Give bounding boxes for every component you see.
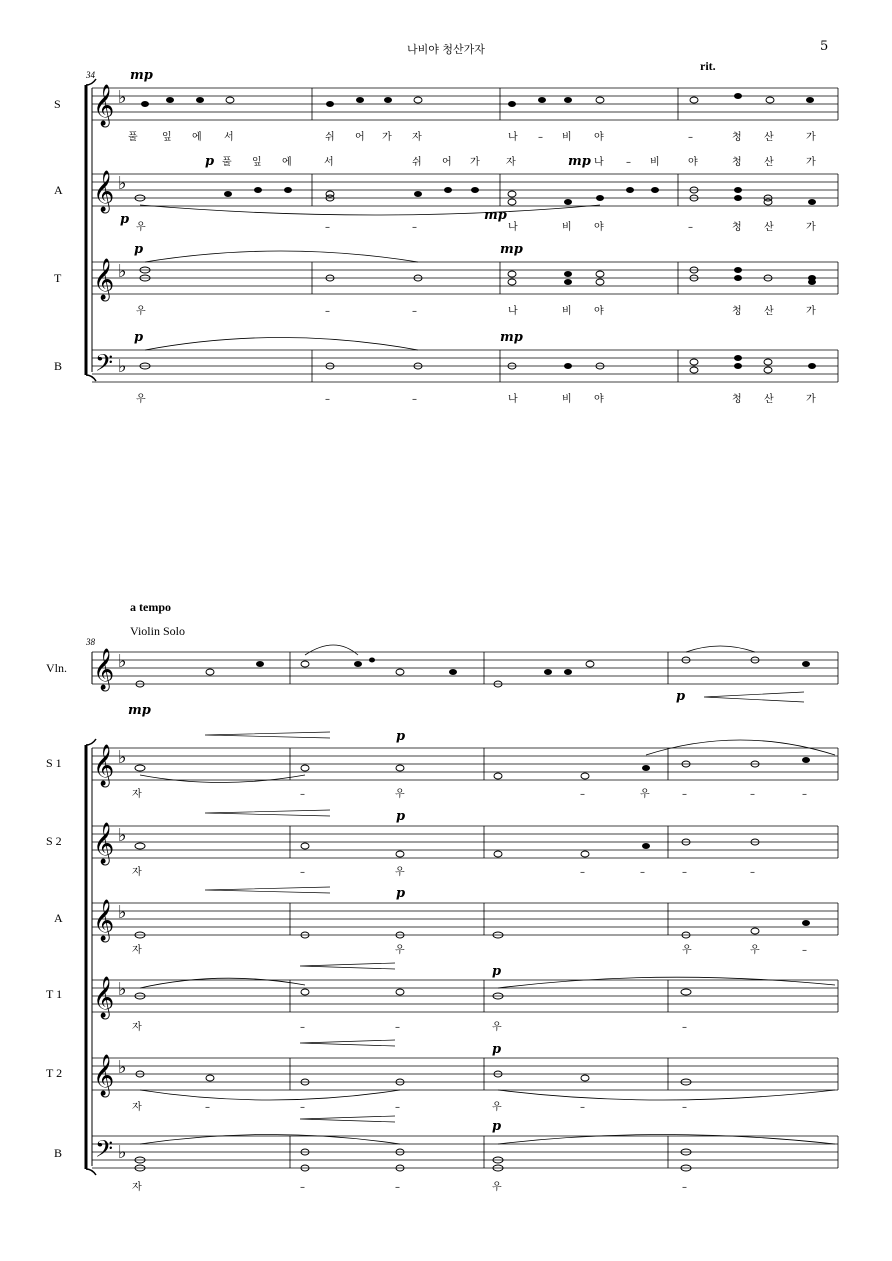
lyric: 나 xyxy=(508,222,518,233)
bass-clef: 𝄢 xyxy=(95,349,114,382)
lyric: 나 xyxy=(508,394,518,405)
treble-clef: 𝄞 xyxy=(93,745,115,786)
lyric: – xyxy=(580,789,585,800)
lyric: 나 xyxy=(594,157,604,168)
staff-a xyxy=(54,154,838,233)
staff-label: S xyxy=(54,97,61,111)
dynamic: p xyxy=(492,1119,502,1134)
dynamic: p xyxy=(676,689,686,704)
lyric: 자 xyxy=(132,789,142,800)
dynamic: mp xyxy=(128,703,151,718)
lyric: – xyxy=(750,789,755,800)
lyric: 자 xyxy=(132,1022,142,1033)
measure-number: 38 xyxy=(86,637,95,647)
flat-key-signature: ♭ xyxy=(118,979,127,1000)
lyric: 야 xyxy=(594,394,604,405)
staff-violin xyxy=(46,645,838,718)
staff-s1 xyxy=(46,729,838,800)
lyric: 자 xyxy=(132,867,142,878)
lyric: 가 xyxy=(470,157,480,168)
lyric: 가 xyxy=(806,157,816,168)
lyric: 우 xyxy=(640,789,650,800)
lyric: – xyxy=(688,132,693,143)
lyric: 나 xyxy=(508,132,518,143)
lyric: 비 xyxy=(562,222,572,233)
staff-label: T xyxy=(54,271,62,285)
lyric: 자 xyxy=(506,157,516,168)
lyric: – xyxy=(640,867,645,878)
staff-s2 xyxy=(46,809,838,878)
lyric: 자 xyxy=(132,945,142,956)
flat-key-signature: ♭ xyxy=(118,1057,127,1078)
staff-b xyxy=(54,330,838,405)
staff-label: S 2 xyxy=(46,834,62,848)
staff-label: S 1 xyxy=(46,756,62,770)
treble-8-clef: 𝄞 xyxy=(93,259,115,300)
dynamic: p xyxy=(396,886,406,901)
flat-key-signature: ♭ xyxy=(118,651,127,672)
lyric: 우 xyxy=(492,1182,502,1193)
flat-key-signature: ♭ xyxy=(118,356,127,377)
lyric: 우 xyxy=(492,1102,502,1113)
lyric: – xyxy=(688,222,693,233)
lyric: 풀 xyxy=(128,132,138,143)
flat-key-signature: ♭ xyxy=(118,87,127,108)
treble-clef: 𝄞 xyxy=(93,649,115,690)
lyric: – xyxy=(300,867,305,878)
treble-clef: 𝄞 xyxy=(93,900,115,941)
lyric: – xyxy=(626,157,631,168)
dynamic: mp xyxy=(500,330,523,345)
dynamic: mp xyxy=(130,68,153,83)
staff-t1 xyxy=(46,963,838,1033)
lyric: 어 xyxy=(355,132,365,143)
flat-key-signature: ♭ xyxy=(118,747,127,768)
lyric: 청 xyxy=(732,394,742,405)
lyric: – xyxy=(325,306,330,317)
lyric: 청 xyxy=(732,132,742,143)
lyric: 비 xyxy=(562,394,572,405)
staff-label: T 1 xyxy=(46,987,63,1001)
staff-t2 xyxy=(46,1040,838,1113)
lyric: 우 xyxy=(492,1022,502,1033)
lyric: 산 xyxy=(764,394,774,405)
lyric: 우 xyxy=(136,394,146,405)
lyric: 우 xyxy=(136,306,146,317)
lyric: – xyxy=(300,1102,305,1113)
treble-8-clef: 𝄞 xyxy=(93,1055,115,1096)
flat-key-signature: ♭ xyxy=(118,902,127,923)
staff-label: A xyxy=(54,911,63,925)
dynamic: p xyxy=(134,242,144,257)
bass-clef: 𝄢 xyxy=(95,1135,114,1168)
staff-label: T 2 xyxy=(46,1066,63,1080)
lyric: 비 xyxy=(562,306,572,317)
dynamic: mp xyxy=(568,154,591,169)
flat-key-signature: ♭ xyxy=(118,173,127,194)
lyric: 야 xyxy=(594,306,604,317)
flat-key-signature: ♭ xyxy=(118,261,127,282)
dynamic: mp xyxy=(500,242,523,257)
dynamic: p xyxy=(396,729,406,744)
lyric: 우 xyxy=(750,945,760,956)
staff-label: B xyxy=(54,359,63,373)
lyric: 산 xyxy=(764,222,774,233)
tempo-marking: a tempo xyxy=(130,600,171,614)
lyric: 야 xyxy=(594,132,604,143)
dynamic: mp xyxy=(484,208,507,223)
lyric: – xyxy=(580,1102,585,1113)
lyric: – xyxy=(300,789,305,800)
measure-number: 34 xyxy=(86,70,95,80)
lyric: 에 xyxy=(192,132,202,143)
lyric: 비 xyxy=(650,157,660,168)
lyric: – xyxy=(412,306,417,317)
dynamic: p xyxy=(134,330,144,345)
lyric: 에 xyxy=(282,157,292,168)
lyric: 가 xyxy=(382,132,392,143)
lyric: – xyxy=(395,1102,400,1113)
lyric: 풀 xyxy=(222,157,232,168)
lyric: – xyxy=(682,789,687,800)
dynamic: p xyxy=(205,154,215,169)
lyric: – xyxy=(682,1102,687,1113)
lyric: – xyxy=(682,1182,687,1193)
lyric: – xyxy=(395,1022,400,1033)
staff-label: A xyxy=(54,183,63,197)
lyric: – xyxy=(325,394,330,405)
system-2 xyxy=(46,600,838,1193)
lyric: 산 xyxy=(764,157,774,168)
staff-t xyxy=(54,242,838,317)
lyric: 청 xyxy=(732,222,742,233)
dynamic: p xyxy=(492,964,502,979)
lyric: – xyxy=(802,945,807,956)
treble-clef: 𝄞 xyxy=(93,85,115,126)
staff-label: Vln. xyxy=(46,661,67,675)
dynamic: p xyxy=(492,1042,502,1057)
lyric: – xyxy=(205,1102,210,1113)
lyric: 어 xyxy=(442,157,452,168)
lyric: 서 xyxy=(324,157,334,168)
lyric: 쉬 xyxy=(325,132,335,143)
lyric: 우 xyxy=(136,222,146,233)
lyric: – xyxy=(682,867,687,878)
lyric: 잎 xyxy=(162,132,172,143)
lyric: 산 xyxy=(764,306,774,317)
staff-label: B xyxy=(54,1146,63,1160)
lyric: – xyxy=(300,1022,305,1033)
lyric: – xyxy=(802,789,807,800)
instrument-text: Violin Solo xyxy=(130,624,185,638)
staff-b2 xyxy=(54,1116,838,1193)
lyric: – xyxy=(412,222,417,233)
treble-clef: 𝄞 xyxy=(93,823,115,864)
lyric: – xyxy=(682,1022,687,1033)
lyric: 비 xyxy=(562,132,572,143)
lyric: – xyxy=(580,867,585,878)
lyric: 가 xyxy=(806,306,816,317)
lyric: 우 xyxy=(395,867,405,878)
lyric: 자 xyxy=(132,1182,142,1193)
lyric: 가 xyxy=(806,222,816,233)
lyric: 산 xyxy=(764,132,774,143)
lyric: 야 xyxy=(688,157,698,168)
page-title: 나비야 청산가자 xyxy=(407,43,485,56)
lyric: – xyxy=(395,1182,400,1193)
lyric: – xyxy=(538,132,543,143)
page-number: 5 xyxy=(820,39,829,54)
lyric: 자 xyxy=(132,1102,142,1113)
staff-s xyxy=(54,68,838,143)
lyric: 우 xyxy=(682,945,692,956)
lyric: – xyxy=(325,222,330,233)
system-1 xyxy=(54,59,838,405)
lyric: – xyxy=(300,1182,305,1193)
lyric: 나 xyxy=(508,306,518,317)
flat-key-signature: ♭ xyxy=(118,825,127,846)
lyric: 서 xyxy=(224,132,234,143)
treble-8-clef: 𝄞 xyxy=(93,977,115,1018)
lyric: 우 xyxy=(395,945,405,956)
lyric: 쉬 xyxy=(412,157,422,168)
tempo-marking: rit. xyxy=(700,59,716,73)
lyric: 야 xyxy=(594,222,604,233)
lyric: – xyxy=(412,394,417,405)
lyric: 우 xyxy=(395,789,405,800)
lyric: 가 xyxy=(806,132,816,143)
lyric: 잎 xyxy=(252,157,262,168)
dynamic: p xyxy=(120,212,130,227)
staff-a2 xyxy=(54,886,838,956)
lyric: – xyxy=(750,867,755,878)
lyric: 자 xyxy=(412,132,422,143)
lyric: 가 xyxy=(806,394,816,405)
flat-key-signature: ♭ xyxy=(118,1142,127,1163)
lyric: 청 xyxy=(732,306,742,317)
treble-clef: 𝄞 xyxy=(93,171,115,212)
lyric: 청 xyxy=(732,157,742,168)
dynamic: p xyxy=(396,809,406,824)
